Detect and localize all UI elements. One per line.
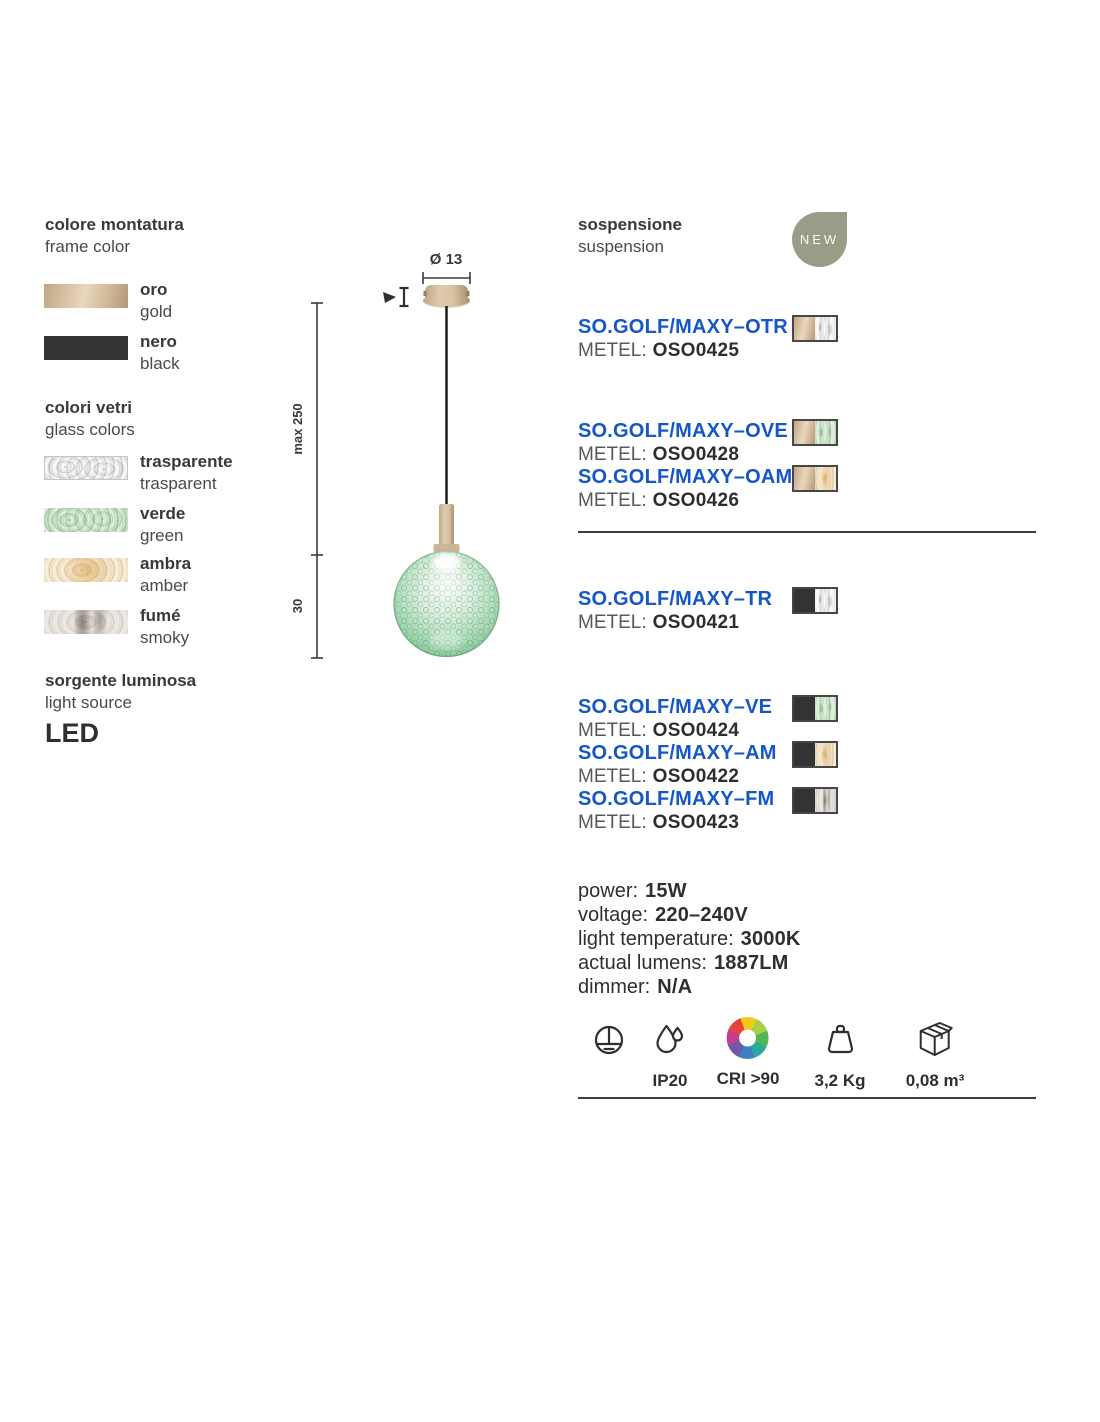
light-source-title-en: light source xyxy=(45,693,132,712)
volume-icon xyxy=(916,1014,954,1066)
metel-code: OSO0423 xyxy=(652,812,740,833)
product-code: SO.GOLF/MAXY–VE xyxy=(578,696,773,718)
frame-option-label-en: gold xyxy=(140,302,173,321)
cri-wheel-icon xyxy=(727,1012,769,1064)
globe-height-label: 30 xyxy=(290,598,305,614)
glass-option-label-en: smoky xyxy=(140,628,190,647)
product-entry xyxy=(578,316,788,362)
lamp-canopy xyxy=(423,285,470,308)
cert-label: 0,08 m³ xyxy=(905,1071,965,1090)
section-divider xyxy=(578,531,1036,533)
glass-option-label-it: trasparente xyxy=(140,452,233,471)
frame-option-label-en: black xyxy=(140,354,180,373)
metel-prefix: METEL: xyxy=(578,812,647,833)
product-code: SO.GOLF/MAXY–OAM xyxy=(578,466,793,488)
frame-option-label-it: oro xyxy=(140,280,168,299)
glass-swatch-amber xyxy=(44,558,128,582)
lamp-stem xyxy=(434,504,460,553)
cert-volume xyxy=(906,1014,965,1091)
cert-ip-rating xyxy=(653,1014,688,1091)
light-source-title-it: sorgente luminosa xyxy=(45,671,197,690)
glass-colors-title-it: colori vetri xyxy=(45,398,132,417)
product-code: SO.GOLF/MAXY–OTR xyxy=(578,316,788,338)
cert-label: CRI >90 xyxy=(716,1069,780,1088)
product-metel xyxy=(578,812,774,834)
cert-label: IP20 xyxy=(652,1071,688,1090)
glass-swatch-green xyxy=(44,508,128,532)
frame-swatch-gold xyxy=(44,284,128,308)
metel-code: OSO0426 xyxy=(652,490,740,511)
glass-option-trasparent xyxy=(140,451,233,495)
diameter-dimension-line xyxy=(423,272,470,284)
product-swatch-pair xyxy=(792,587,838,614)
metel-prefix: METEL: xyxy=(578,612,647,633)
suspension-title-it: sospensione xyxy=(578,215,682,234)
frame-color-title-it: colore montatura xyxy=(45,215,184,234)
product-swatch-pair xyxy=(792,315,838,342)
product-swatch-pair xyxy=(792,419,838,446)
pendant-lamp-diagram xyxy=(280,244,550,674)
ceiling-mount-icon xyxy=(594,1014,624,1066)
product-metel xyxy=(578,444,788,466)
product-metel xyxy=(578,720,772,742)
product-swatch-pair xyxy=(792,787,838,814)
glass-option-smoky xyxy=(140,605,189,649)
product-entry xyxy=(578,588,772,634)
product-swatch-pair xyxy=(792,741,838,768)
product-entry xyxy=(578,696,772,742)
spec-light-temperature: light temperature: 3000K xyxy=(578,928,801,950)
bottom-divider xyxy=(578,1097,1036,1099)
metel-code: OSO0428 xyxy=(652,444,740,465)
metel-code: OSO0425 xyxy=(652,340,740,361)
frame-option-label-it: nero xyxy=(140,332,177,351)
product-swatch-pair xyxy=(792,695,838,722)
product-entry xyxy=(578,742,777,788)
product-swatch-pair xyxy=(792,465,838,492)
glass-option-amber xyxy=(140,553,191,597)
product-metel xyxy=(578,340,788,362)
glass-option-label-en: trasparent xyxy=(140,474,217,493)
cert-cri xyxy=(717,1012,780,1089)
metel-prefix: METEL: xyxy=(578,340,647,361)
frame-option-gold xyxy=(140,279,172,323)
glass-option-green xyxy=(140,503,185,547)
metel-prefix: METEL: xyxy=(578,720,647,741)
glass-option-label-en: green xyxy=(140,526,184,545)
frame-swatch-black xyxy=(44,336,128,360)
product-metel xyxy=(578,766,777,788)
spec-actual-lumens: actual lumens: 1887LM xyxy=(578,952,789,974)
height-dimension-line xyxy=(311,303,323,658)
product-code: SO.GOLF/MAXY–AM xyxy=(578,742,777,764)
spec-dimmer: dimmer: N/A xyxy=(578,976,693,998)
spec-voltage: voltage: 220–240V xyxy=(578,904,748,926)
diameter-label: Ø 13 xyxy=(429,251,463,268)
glass-option-label-en: amber xyxy=(140,576,189,595)
glass-option-label-it: verde xyxy=(140,504,186,523)
cert-label: 3,2 Kg xyxy=(814,1071,866,1090)
product-code: SO.GOLF/MAXY–TR xyxy=(578,588,773,610)
glass-option-label-it: fumé xyxy=(140,606,181,625)
glass-option-label-it: ambra xyxy=(140,554,192,573)
metel-code: OSO0424 xyxy=(652,720,740,741)
product-metel xyxy=(578,612,772,634)
product-metel xyxy=(578,490,792,512)
metel-prefix: METEL: xyxy=(578,444,647,465)
glass-swatch-smoky xyxy=(44,610,128,634)
cert-weight xyxy=(814,1014,865,1091)
max-height-label: max 250 xyxy=(290,403,305,455)
frame-option-black xyxy=(140,331,180,375)
weight-icon xyxy=(823,1014,857,1066)
cert-ceiling-mount xyxy=(594,1014,624,1071)
new-badge: NEW xyxy=(792,212,847,267)
metel-code: OSO0421 xyxy=(652,612,740,633)
frame-color-title-en: frame color xyxy=(45,237,131,256)
product-code: SO.GOLF/MAXY–FM xyxy=(578,788,775,810)
tech-specs xyxy=(578,879,801,999)
product-entry xyxy=(578,788,774,834)
suspension-title-en: suspension xyxy=(578,237,665,256)
glass-swatch-trasparent xyxy=(44,456,128,480)
product-code: SO.GOLF/MAXY–OVE xyxy=(578,420,788,442)
adjustable-height-icon xyxy=(383,288,409,306)
metel-prefix: METEL: xyxy=(578,766,647,787)
glass-colors-title-en: glass colors xyxy=(45,420,135,439)
product-entry xyxy=(578,420,788,466)
metel-prefix: METEL: xyxy=(578,490,647,511)
light-source-value: LED xyxy=(45,718,99,748)
metel-code: OSO0422 xyxy=(652,766,740,787)
ip-rating-icon xyxy=(654,1014,686,1066)
lamp-globe xyxy=(394,551,500,657)
product-entry xyxy=(578,466,792,512)
spec-power: power: 15W xyxy=(578,880,687,902)
